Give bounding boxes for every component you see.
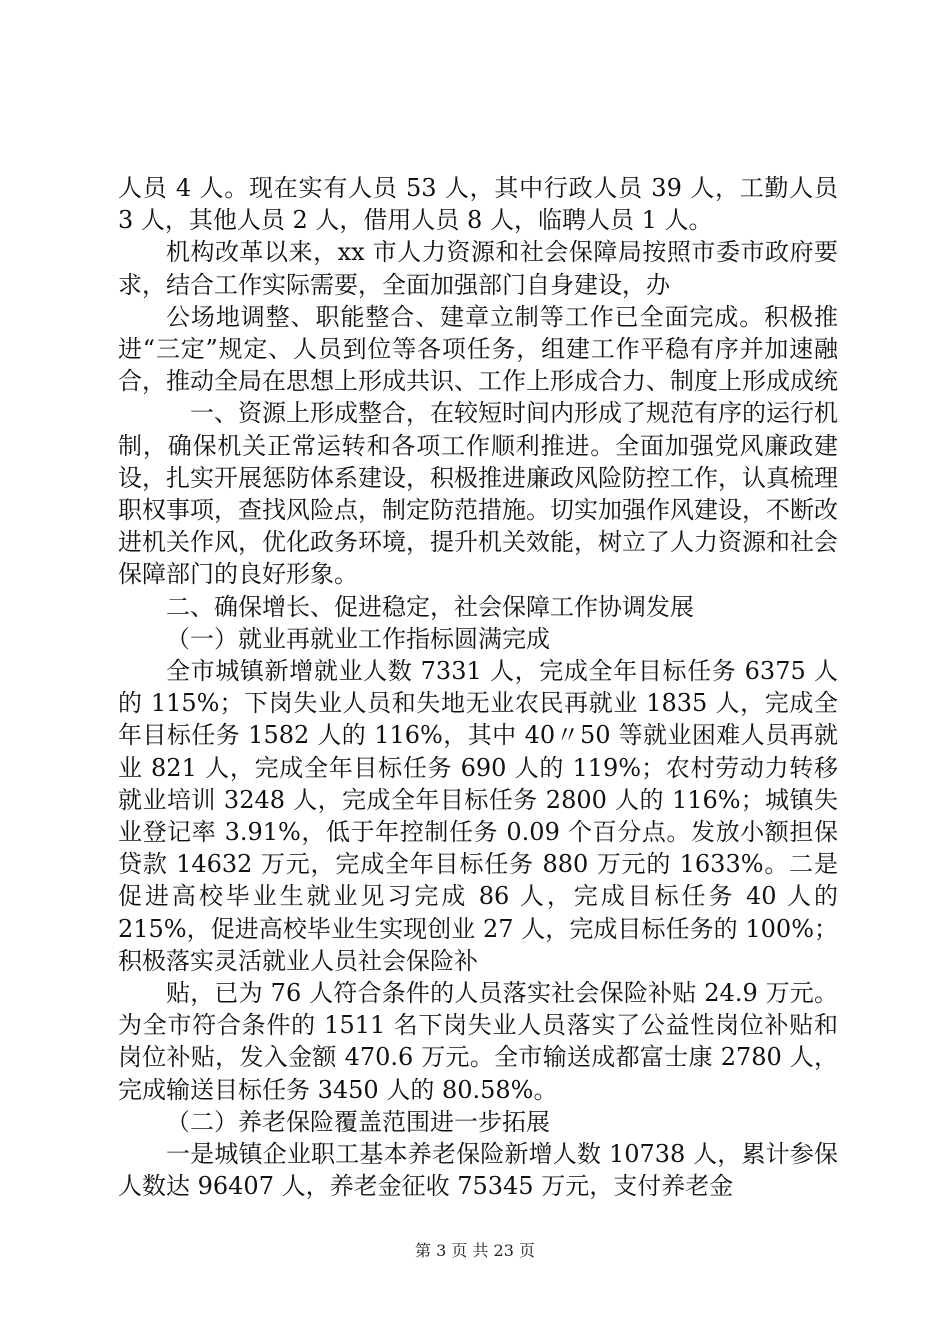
paragraph-staffing: 人员 4 人。现在实有人员 53 人，其中行政人员 39 人，工勤人员 3 人，其他人员 2 人，借用人员 8 人，临聘人员 1 人。 <box>118 174 838 235</box>
heading-pension: （二）养老保险覆盖范围进一步拓展 <box>166 1107 550 1136</box>
heading-section-two: 二、确保增长、促进稳定，社会保障工作协调发展 <box>166 592 694 621</box>
paragraph-subsidy-stats: 贴，已为 76 人符合条件的人员落实社会保险补贴 24.9 万元。为全市符合条件的 1511 名下岗失业人员落实了公益性岗位补贴和岗位补贴，发入金额 470.6 万元。全市输送成都富士康 2780 人，完成输送目标任务 3450 人的 80.58%。 <box>118 979 838 1104</box>
document-body <box>118 172 838 1203</box>
paragraph-reform-intro: 机构改革以来，xx 市人力资源和社会保障局按照市委市政府要求，结合工作实际需要，全面加强部门自身建设，办 <box>118 238 838 299</box>
page-footer: 第 3 页 共 23 页 <box>415 1241 535 1260</box>
paragraph-employment-stats: 全市城镇新增就业人数 7331 人，完成全年目标任务 6375 人的 115%；下岗失业人员和失地无业农民再就业 1835 人，完成全年目标任务 1582 人的 116%，其中 40〃50 等就业困难人员再就业 821 人，完成全年目标任务 690 人的 119%；农村劳动力转移就业培训 3248 人，完成全年目标任务 2800 人的 116%；城镇失业登记率 3.91%，低于年控制任务 0.09 个百分点。发放小额担保贷款 14632 万元，完成全年目标任务 880 万元的 1633%。二是促进高校毕业生就业见习完成 86 人，完成目标任务 40 人的 215%，促进高校毕业生实现创业 27 人，完成目标任务的 100%；积极落实灵活就业人员社会保险补 <box>118 657 838 975</box>
paragraph-pension-stats: 一是城镇企业职工基本养老保险新增人数 10738 人，累计参保人数达 96407 人，养老金征收 75345 万元，支付养老金 <box>118 1140 838 1201</box>
heading-employment: （一）就业再就业工作指标圆满完成 <box>166 624 550 653</box>
paragraph-office-integration: 公场地调整、职能整合、建章立制等工作已全面完成。积极推进“三定”规定、人员到位等各项任务，组建工作平稳有序并加速融合，推动全局在思想上形成共识、工作上形成合力、制度上形成成统 <box>118 302 838 396</box>
paragraph-section-one: 一、资源上形成整合，在较短时间内形成了规范有序的运行机制，确保机关正常运转和各项工作顺利推进。全面加强党风廉政建设，扎实开展惩防体系建设，积极推进廉政风险防控工作，认真梳理职权事项，查找风险点，制定防范措施。切实加强作风建设，不断改进机关作风，优化政务环境，提升机关效能，树立了人力资源和社会保障部门的良好形象。 <box>118 399 838 589</box>
